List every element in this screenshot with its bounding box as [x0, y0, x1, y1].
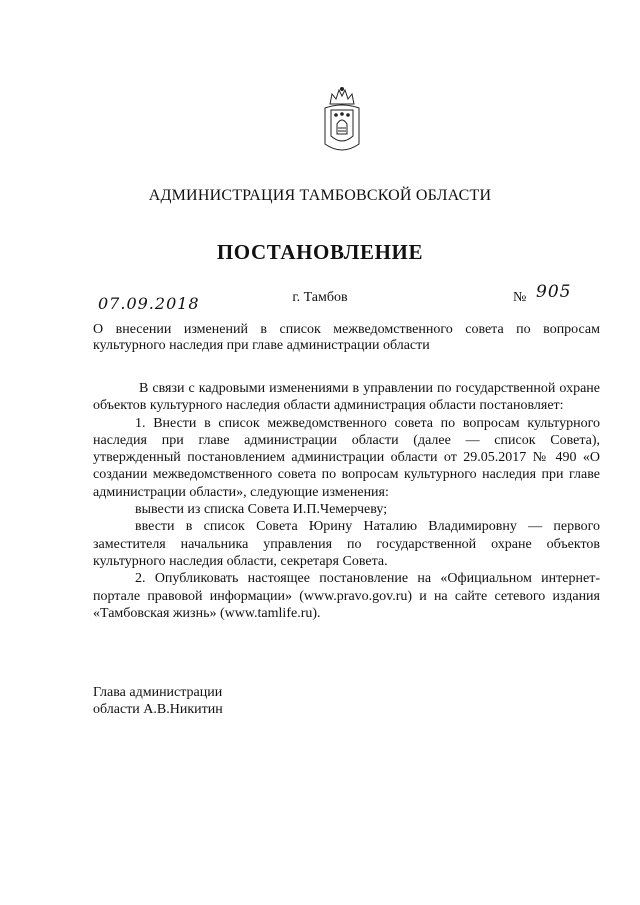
body-paragraph: ввести в список Совета Юрину Наталию Владимировну — первого заместителя начальника управления по государственной охране объектов культурного наследия области, секретаря Совета.	[93, 519, 600, 569]
body-paragraph: вывести из списка Совета И.П.Чемерчеву;	[135, 502, 388, 518]
signature-position: Глава администрации	[93, 685, 223, 700]
document-city: г. Тамбов	[292, 290, 348, 305]
document-body	[93, 380, 600, 622]
body-paragraph: 2. Опубликовать настоящее постановление на «Официальном интернет-портале правовой информации» (www.pravo.gov.ru) и на сайте сетевого издания «Тамбовская жизнь» (www.tamlife.ru).	[93, 571, 600, 621]
signature-name: области А.В.Никитин	[93, 702, 223, 717]
signature-block	[93, 684, 223, 718]
document-title: О внесении изменений в список межведомственного совета по вопросам культурного наследия при главе администрации области	[93, 322, 600, 353]
document-number: 905	[536, 282, 572, 302]
body-paragraph: В связи с кадровыми изменениями в управлении по государственной охране объектов культурного наследия области администрация области постановляет:	[93, 381, 600, 414]
document-type-heading: ПОСТАНОВЛЕНИЕ	[216, 240, 424, 264]
body-paragraph: 1. Внести в список межведомственного совета по вопросам культурного наследия при главе администрации области (далее — список Совета), утвержденный постановлением администрации области от 29.05.2017 № 490 «О создании межведомственного совета по вопросам культурного наследия при главе администрации области», следующие изменения:	[93, 415, 600, 500]
organization-heading: АДМИНИСТРАЦИЯ ТАМБОВСКОЙ ОБЛАСТИ	[148, 187, 492, 204]
number-sign: №	[513, 290, 527, 305]
document-date: 07.09.2018	[98, 294, 200, 313]
coat-of-arms-icon	[321, 86, 363, 156]
